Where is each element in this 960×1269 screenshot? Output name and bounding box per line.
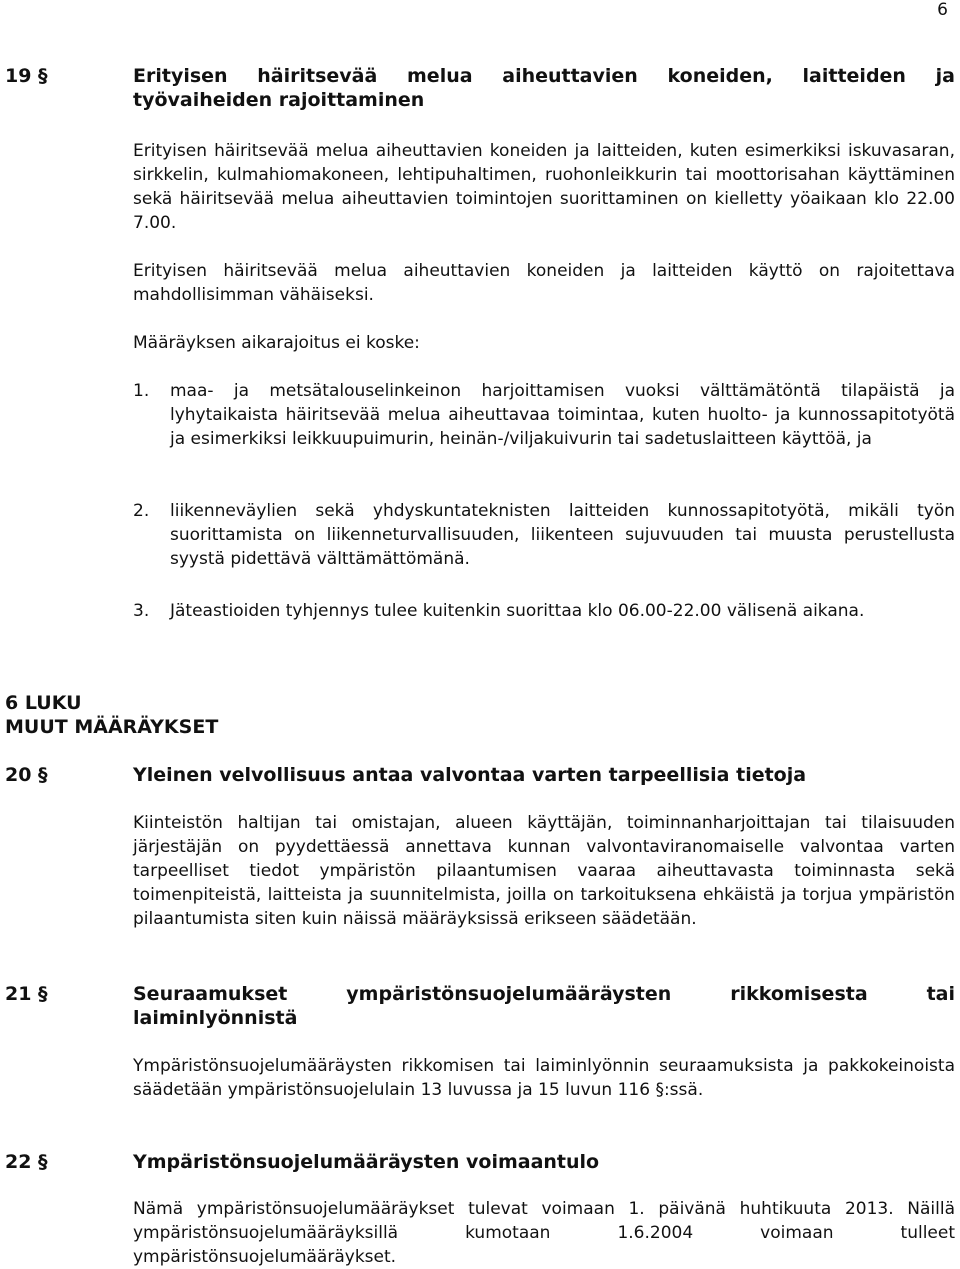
section-21-title: Seuraamukset ympäristönsuojelumääräysten rikkomisesta tai laiminlyönnistä — [133, 983, 955, 1029]
section-22-title: Ympäristönsuojelumääräysten voimaantulo — [133, 1151, 600, 1173]
section-19-paragraph-2: Erityisen häiritsevää melua aiheuttavien koneiden ja laitteiden käyttö on rajoitettava mahdollisimman vähäiseksi. — [133, 261, 955, 305]
section-19-number: 19 § — [5, 65, 48, 87]
list-item — [133, 499, 955, 571]
section-20-number: 20 § — [5, 764, 48, 786]
section-21-paragraph-1: Ympäristönsuojelumääräysten rikkomisen tai laiminlyönnin seuraamuksista ja pakkokeinoista säädetään ympäristönsuojelulain 13 luvussa ja 15 luvun 116 §:ssä. — [133, 1056, 955, 1100]
list-marker: 3. — [133, 601, 150, 621]
section-20-title: Yleinen velvollisuus antaa valvontaa varten tarpeellisia tietoja — [133, 764, 807, 786]
section-22-paragraph-1: Nämä ympäristönsuojelumääräykset tulevat voimaan 1. päivänä huhtikuuta 2013. Näillä ympäristönsuojelumääräyksillä kumotaan 1.6.2004 voimaan tulleet ympäristönsuojelumääräykset. — [133, 1199, 955, 1267]
section-20-paragraph-1: Kiinteistön haltijan tai omistajan, alueen käyttäjän, toiminnanharjoittajan tai tilaisuuden järjestäjän on pyydettäessä annettava kunnan valvontaviranomaiselle valvontaa varten tarpeelliset tiedot ympäristön pilaantumisen vaaraa aiheuttavasta toiminnasta sekä toimenpiteistä, laitteista ja suunnitelmista, joilla on tarkoituksena ehkäistä ja torjua ympäristön pilaantumista siten kuin näissä määräyksissä erikseen säädetään. — [133, 813, 955, 929]
section-19-title: Erityisen häiritsevää melua aiheuttavien koneiden, laitteiden ja työvaiheiden rajoittaminen — [133, 65, 955, 111]
section-19-paragraph-3: Määräyksen aikarajoitus ei koske: — [133, 333, 420, 353]
list-item-text: liikenneväylien sekä yhdyskuntateknisten laitteiden kunnossapitotyötä, mikäli työn suorittamista on liikenneturvallisuuden, liikenteen sujuvuuden tai muusta perustellusta syystä pidettävä välttämättömänä. — [170, 501, 955, 569]
chapter-number: 6 LUKU — [5, 692, 82, 714]
list-marker: 2. — [133, 501, 150, 521]
chapter-title: MUUT MÄÄRÄYKSET — [5, 716, 219, 738]
list-marker: 1. — [133, 381, 150, 401]
list-item-text: maa- ja metsätalouselinkeinon harjoittamisen vuoksi välttämätöntä tilapäistä ja lyhytaikaista häiritsevää melua aiheuttavaa toimintaa, kuten huolto- ja kunnossapitotyötä ja esimerkiksi leikkuupuimurin, heinän-/viljakuivurin tai sadetuslaitteen käyttöä, ja — [170, 381, 955, 449]
list-item — [133, 379, 955, 451]
section-22-number: 22 § — [5, 1151, 48, 1173]
list-item — [133, 599, 955, 623]
page-number: 6 — [937, 0, 948, 20]
section-21-number: 21 § — [5, 983, 48, 1005]
list-item-text: Jäteastioiden tyhjennys tulee kuitenkin suorittaa klo 06.00-22.00 välisenä aikana. — [170, 601, 865, 621]
section-19-paragraph-1: Erityisen häiritsevää melua aiheuttavien koneiden ja laitteiden, kuten esimerkiksi iskuvasaran, sirkkelin, kulmahiomakoneen, lehtipuhaltimen, ruohonleikkurin tai moottorisahan käyttäminen sekä häiritsevää melua aiheuttavien toimintojen suorittaminen on kielletty yöaikaan klo 22.00 7.00. — [133, 141, 955, 233]
